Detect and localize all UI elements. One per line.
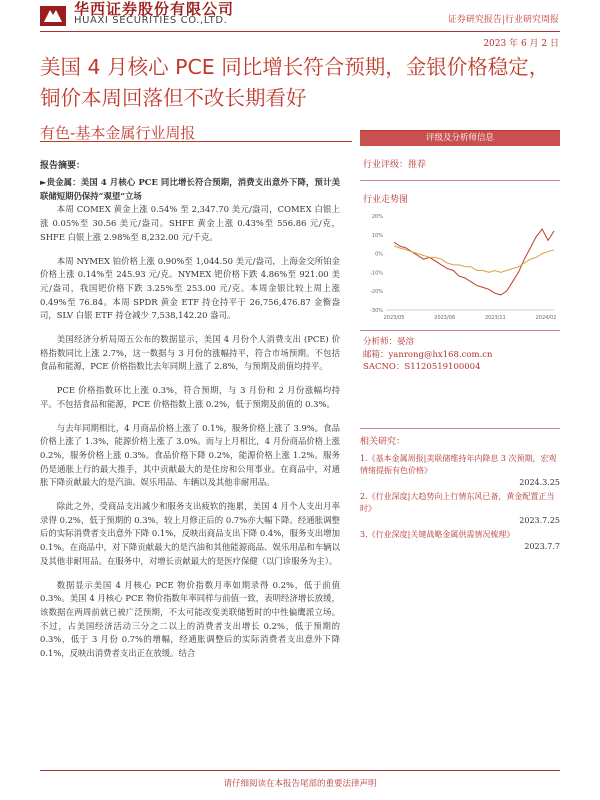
analyst-info	[363, 336, 493, 374]
body-paragraph: 美国经济分析局周五公布的数据显示，美国 4 月份个人消费支出 (PCE) 价格指数同比上涨 2.7%，这一数据与 3 月份的涨幅持平，符合市场预期。不包括食品和能源，PCE 价格指数比去年同期上涨了 2.8%，与预期及前值均持平。	[40, 334, 340, 372]
y-tick-label: -10%	[370, 270, 383, 277]
related-date: 2024.3.25	[519, 478, 560, 487]
analyst-name: 分析师：晏溶	[363, 337, 415, 347]
footer-divider	[40, 770, 560, 771]
related-date: 2023.7.25	[519, 516, 560, 525]
y-tick-label: 10%	[371, 232, 383, 239]
industry-trend-chart	[360, 206, 560, 324]
header-links: 证券研究报告|行业研究周报	[447, 15, 559, 25]
related-item[interactable]: 2.《行业深度|大趋势向上行情东风已备，黄金配置正当时》	[360, 492, 555, 513]
chart-series-line-2	[394, 246, 554, 272]
summary-body	[40, 176, 340, 671]
related-research	[360, 436, 560, 555]
x-tick-label: 2023/08	[434, 315, 456, 321]
report-title: 美国 4 月核心 PCE 同比增长符合预期，金银价格稳定，铜价本周回落但不改长期看好	[40, 55, 550, 110]
huaxi-logo-icon	[40, 4, 66, 26]
sidebar-divider	[360, 180, 560, 181]
body-paragraph: 与去年同期相比，4 月商品价格上涨了 0.1%，服务价格上涨了 3.9%。食品价格上涨了 1.3%，能源价格上涨了 3.0%。而与上月相比，4 月份商品价格上涨 0.2%，服务价格上涨 0.3%。食品价格下降 0.2%，能源价格上涨 1.2%。服务仍是通胀上行的最大推手，其中贡献最大的是住房和公用事业。在商品中，对通胀下降贡献最大的是汽油、娱乐用品、车辆以及其他非耐用品。	[40, 422, 340, 488]
body-paragraph: 除此之外，受商品支出减少和服务支出疲软的拖累，美国 4 月个人支出月率录得 0.2%，低于预期的 0.3%，较上月修正后的 0.7%亦大幅下降。经通胀调整后的实际消费者支出意外下降 0.1%，反映出商品支出下降 0.4%，服务支出增加 0.1%。在商品中，对下降贡献最大的是汽油和其他能源商品、娱乐用品和车辆以及其他非耐用品。在服务中，对增长贡献最大的是医疗保健（以门诊服务为主）。	[40, 501, 340, 566]
chart-series-line-1	[394, 229, 554, 295]
trend-chart-title: 行业走势图	[363, 195, 409, 205]
y-tick-label: 20%	[371, 214, 383, 220]
sidebar-divider	[360, 330, 560, 331]
report-date: 2023 年 6 月 2 日	[483, 39, 559, 49]
subtitle-divider	[40, 141, 352, 142]
header-divider	[40, 31, 560, 32]
analyst-email[interactable]: 邮箱：yanrong@hx168.com.cn	[363, 349, 493, 360]
company-name-en: HUAXI SECURITIES CO.,LTD.	[74, 15, 228, 26]
y-tick-label: 0%	[375, 251, 383, 258]
related-date: 2023.7.7	[524, 542, 560, 551]
related-heading: 相关研究：	[360, 437, 406, 447]
related-item[interactable]: 1.《基本金属周报|美联储维持年内降息 3 次预期，宏观情绪提振有色价格》	[360, 454, 557, 475]
related-item[interactable]: 3.《行业深度|关键战略金属供需情况梳理》	[360, 530, 515, 539]
sidebar-divider	[360, 428, 560, 429]
y-tick-label: -20%	[370, 289, 383, 296]
section-heading-precious-metals: ►贵金属：美国 4 月核心 PCE 同比增长符合预期，消费支出意外下降，预计美联储短期仍保持“观望”立场	[40, 177, 340, 201]
summary-heading: 报告摘要：	[40, 161, 86, 171]
body-paragraph: 本周 COMEX 黄金上涨 0.54% 至 2,347.70 美元/盎司，COMEX 白银上涨 0.05%至 30.56 美元/盎司。SHFE 黄金上涨 0.43%至 556.86 元/克，SHFE 白银上涨 2.98%至 8,232.00 元/千克。	[40, 204, 340, 242]
body-paragraph: 本周 NYMEX 铂价格上涨 0.90%至 1,044.50 美元/盎司，上海金交所铂金价格上涨 0.14%至 245.93 元/克。NYMEX 钯价格下跌 4.86%至 921.00 美元/盎司，我国钯价格下跌 3.25%至 253.00 元/克。本周金银比较上周上涨 0.49%至 76.84。本周 SPDR 黄金 ETF 持仓持平于 26,756,476.87 金衡盎司，SLV 白银 ETF 持仓减少 7,538,142.20 盎司。	[40, 255, 340, 321]
body-paragraph: 数据显示美国 4 月核心 PCE 物价指数月率如期录得 0.2%，低于前值 0.3%。美国 4 月核心 PCE 物价指数年率同样与前值一致，表明经济增长放缓，该数据在两周前就已被广泛预期，不太可能改变美联储暂时的中性偏鹰派立场。不过，占美国经济活动三分之二以上的消费者支出增长 0.2%，低于预期的 0.3%，低于 3 月份 0.7%的增幅，经通胀调整后的实际消费者支出意外下降 0.1%，反映出消费者支出正在放缓。结合	[40, 579, 340, 659]
analyst-sac: SACNO：S1120519100004	[363, 362, 481, 372]
y-tick-label: -30%	[370, 308, 383, 314]
x-tick-label: 2023/05	[383, 315, 405, 321]
rating-header: 评级及分析师信息	[360, 131, 560, 146]
body-paragraph: PCE 价格指数环比上涨 0.3%，符合预期，与 3 月份和 2 月份涨幅均持平。不包括食品和能源，PCE 价格指数上涨 0.2%，低于预期及前值的 0.3%。	[40, 385, 340, 409]
x-tick-label: 2023/11	[484, 315, 506, 321]
legal-notice[interactable]: 请仔细阅读在本报告尾部的重要法律声明	[223, 779, 377, 789]
header-link-weekly[interactable]: 行业研究周报	[504, 15, 559, 25]
industry-rating: 行业评级：推荐	[363, 160, 427, 170]
report-subtitle: 有色-基本金属行业周报	[40, 124, 196, 142]
company-name-cn: 华西证券股份有限公司	[74, 0, 235, 18]
x-tick-label: 2024/02	[535, 315, 557, 321]
header-link-report[interactable]: 证券研究报告	[447, 15, 502, 25]
